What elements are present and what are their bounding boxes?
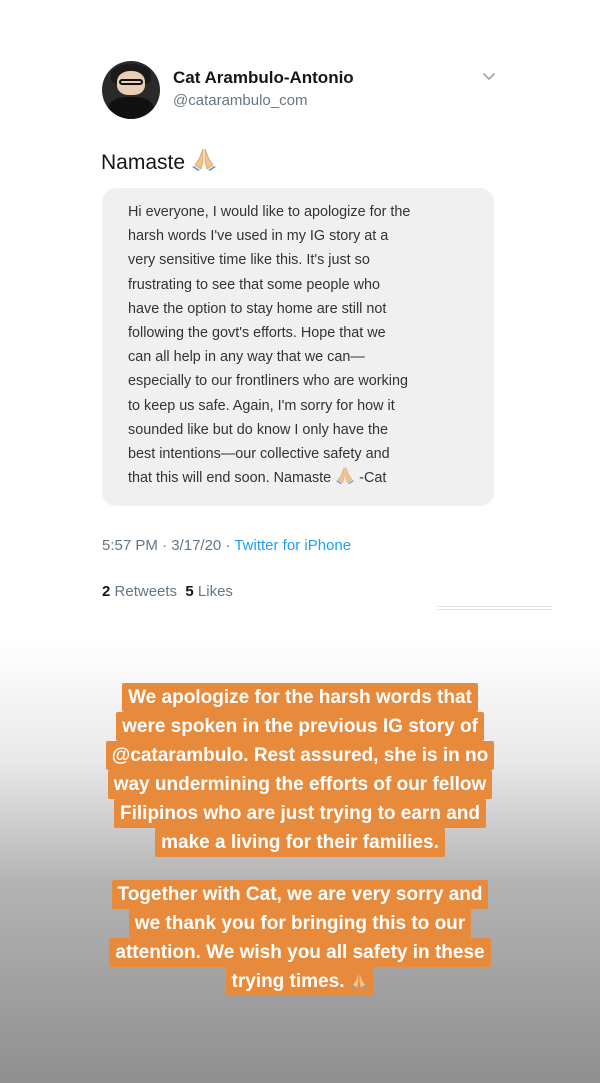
caption-line: @catarambulo. Rest assured, she is in no (106, 741, 494, 770)
tweet-text (101, 147, 217, 175)
pray-emoji-icon (191, 147, 217, 171)
avatar[interactable] (102, 61, 160, 119)
caption-line: way undermining the efforts of our fellow (108, 770, 493, 799)
watermark-lines (437, 606, 552, 612)
quoted-note-body: Hi everyone, I would like to apologize for the harsh words I've used in my IG story at a very sensitive time like this. It's just so frustrating to see that some people who have the option to stay home are still not following the govt's efforts. Hope that we can all help in any way that we can— especially to our frontliners who are working to keep us safe. Again, I'm sorry for how it sounded like but do know I only have the best intentions—our collective safety and that this will end soon. Namaste (128, 204, 411, 487)
meta-separator: · (225, 537, 231, 554)
quoted-note-text (128, 200, 476, 490)
tweet-source-link[interactable]: Twitter for iPhone (234, 537, 352, 554)
author-name[interactable]: Cat Arambulo-Antonio (173, 68, 354, 87)
caption-block-apology (0, 683, 600, 857)
pray-emoji-icon (350, 973, 368, 989)
retweets-count: 2 (102, 583, 111, 600)
caption-line: trying times. (226, 967, 375, 996)
meta-separator: · (162, 537, 168, 554)
likes-count: 5 (185, 583, 194, 600)
likes-stat[interactable] (185, 583, 233, 600)
caption-line: make a living for their families. (155, 828, 445, 857)
retweets-label: Retweets (114, 583, 178, 600)
likes-label: Likes (197, 583, 233, 600)
chevron-down-icon[interactable] (482, 70, 496, 84)
pray-emoji-icon (335, 466, 355, 484)
caption-line: Together with Cat, we are very sorry and (112, 880, 489, 909)
quoted-note-signoff: -Cat (359, 470, 387, 487)
tweet-body: Namaste (101, 151, 186, 174)
tweet-time[interactable]: 5:57 PM (102, 537, 158, 554)
tweet-meta (102, 537, 351, 554)
retweets-stat[interactable] (102, 583, 177, 600)
author-handle[interactable]: @catarambulo_com (173, 92, 308, 109)
caption-line: were spoken in the previous IG story of (116, 712, 484, 741)
caption-line: We apologize for the harsh words that (122, 683, 478, 712)
caption-line: attention. We wish you all safety in these (109, 938, 490, 967)
caption-line: we thank you for bringing this to our (129, 909, 471, 938)
caption-line: Filipinos who are just trying to earn and (114, 799, 486, 828)
tweet-stats (102, 583, 233, 600)
caption-block-thanks (0, 880, 600, 996)
tweet-date[interactable]: 3/17/20 (171, 537, 222, 554)
quoted-note-card (102, 188, 494, 506)
